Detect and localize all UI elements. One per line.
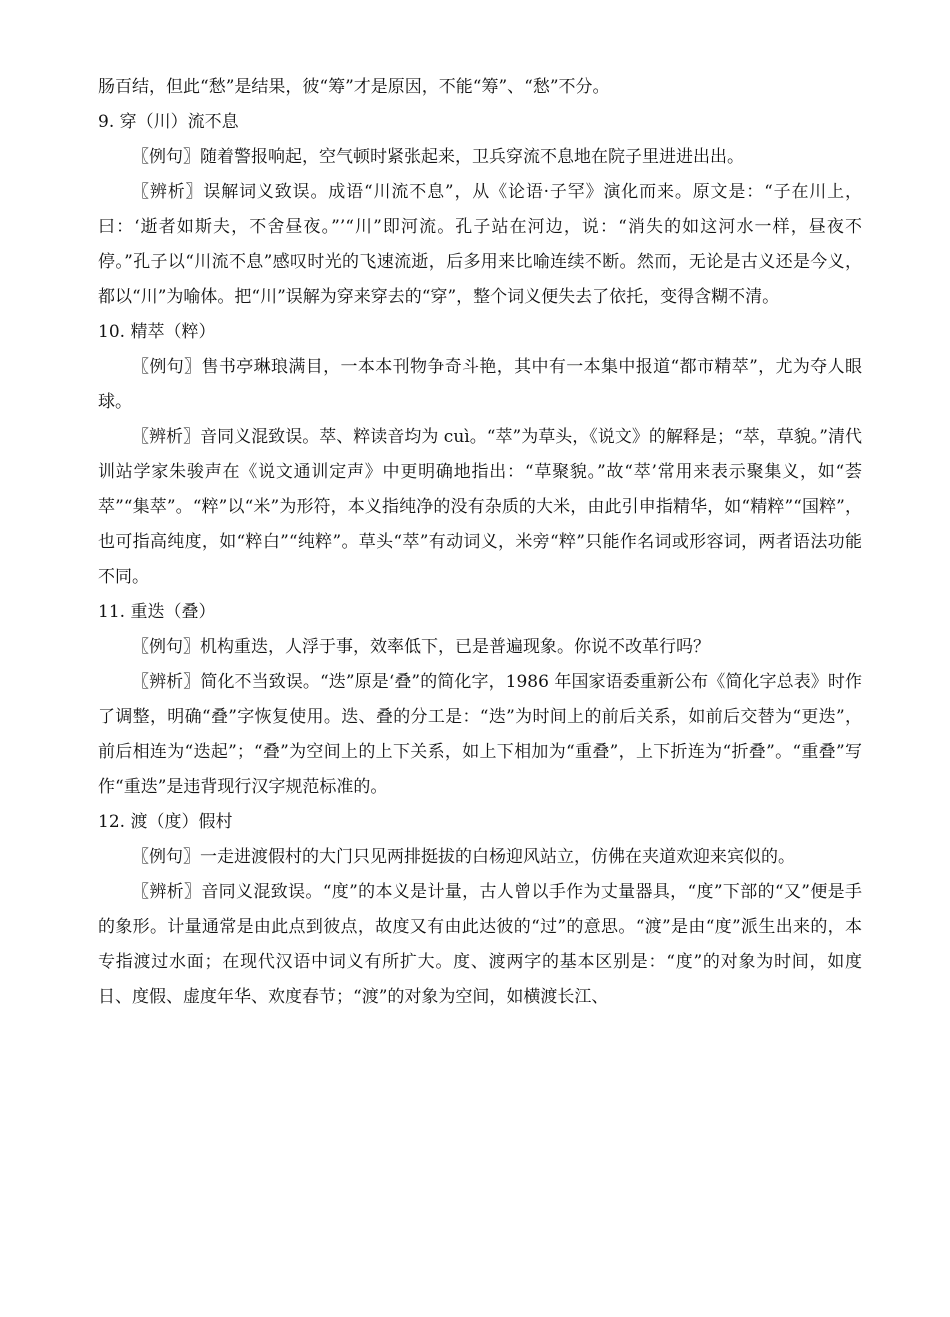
section-heading-9: 9. 穿（川）流不息 <box>98 112 239 132</box>
example-sentence-11: 〖例句〗机构重迭，人浮于事，效率低下，已是普遍现象。你说不改革行吗？ <box>132 637 710 657</box>
document-page <box>98 70 862 1015</box>
example-sentence-12: 〖例句〗一走进渡假村的大门只见两排挺拔的白杨迎风站立，仿佛在夹道欢迎来宾似的。 <box>132 847 795 867</box>
analysis-paragraph-11: 〖辨析〗简化不当致误。“迭”原是‘叠”的简化字，1986 年国家语委重新公布《简化字总表》时作了调整，明确“叠”字恢复使用。迭、叠的分工是：“迭”为时间上的前后关系，如前后交替为“更迭”，前后相连为“迭起”；“叠”为空间上的上下关系，如上下相加为“重叠”，上下折连为“折叠”。“重叠”写作“重迭”是违背现行汉字规范标准的。 <box>98 672 862 797</box>
paragraph-continuation: 肠百结，但此“愁”是结果，彼“筹”才是原因，不能“筹”、“愁”不分。 <box>98 77 610 97</box>
example-sentence-9: 〖例句〗随着警报响起，空气顿时紧张起来，卫兵穿流不息地在院子里进进出出。 <box>132 147 744 167</box>
analysis-paragraph-12: 〖辨析〗音同义混致误。“度”的本义是计量，古人曾以手作为丈量器具，“度”下部的“又”便是手的象形。计量通常是由此点到彼点，故度又有由此达彼的“过”的意思。“渡”是由“度”派生出来的，本专指渡过水面；在现代汉语中词义有所扩大。度、渡两字的基本区别是：“度”的对象为时间，如度日、度假、虚度年华、欢度春节；“渡”的对象为空间，如横渡长江、 <box>98 882 862 1007</box>
section-heading-12: 12. 渡（度）假村 <box>98 812 233 832</box>
section-heading-10: 10. 精萃（粹） <box>98 322 216 342</box>
analysis-paragraph-10: 〖辨析〗音同义混致误。萃、粹读音均为 cuì。“萃”为草头，《说文》的解释是；“萃，草貌。”清代训站学家朱骏声在《说文通训定声》中更明确地指出：“草聚貌。”故“萃’常用来表示聚集义，如“荟萃”“集萃”。“粹”以“米”为形符，本义指纯净的没有杂质的大米，由此引申指精华，如“精粹”“国粹”，也可指高纯度，如“粹白”“纯粹”。草头“萃”有动词义，米旁“粹”只能作名词或形容词，两者语法功能不同。 <box>98 427 862 587</box>
section-heading-11: 11. 重迭（叠） <box>98 602 216 622</box>
analysis-paragraph-9: 〖辨析〗误解词义致误。成语“川流不息”，从《论语·子罕》演化而来。原文是：“子在川上，曰：‘逝者如斯夫，不舍昼夜。”’“川”即河流。孔子站在河边，说：“消失的如这河水一样，昼夜不停。”孔子以“川流不息”感叹时光的飞速流逝，后多用来比喻连续不断。然而，无论是古义还是今义，都以“川”为喻体。把“川”误解为穿来穿去的“穿”，整个词义便失去了依托，变得含糊不清。 <box>98 182 862 307</box>
example-sentence-10: 〖例句〗售书亭琳琅满目，一本本刊物争奇斗艳，其中有一本集中报道“都市精萃”，尤为夺人眼球。 <box>98 357 862 412</box>
